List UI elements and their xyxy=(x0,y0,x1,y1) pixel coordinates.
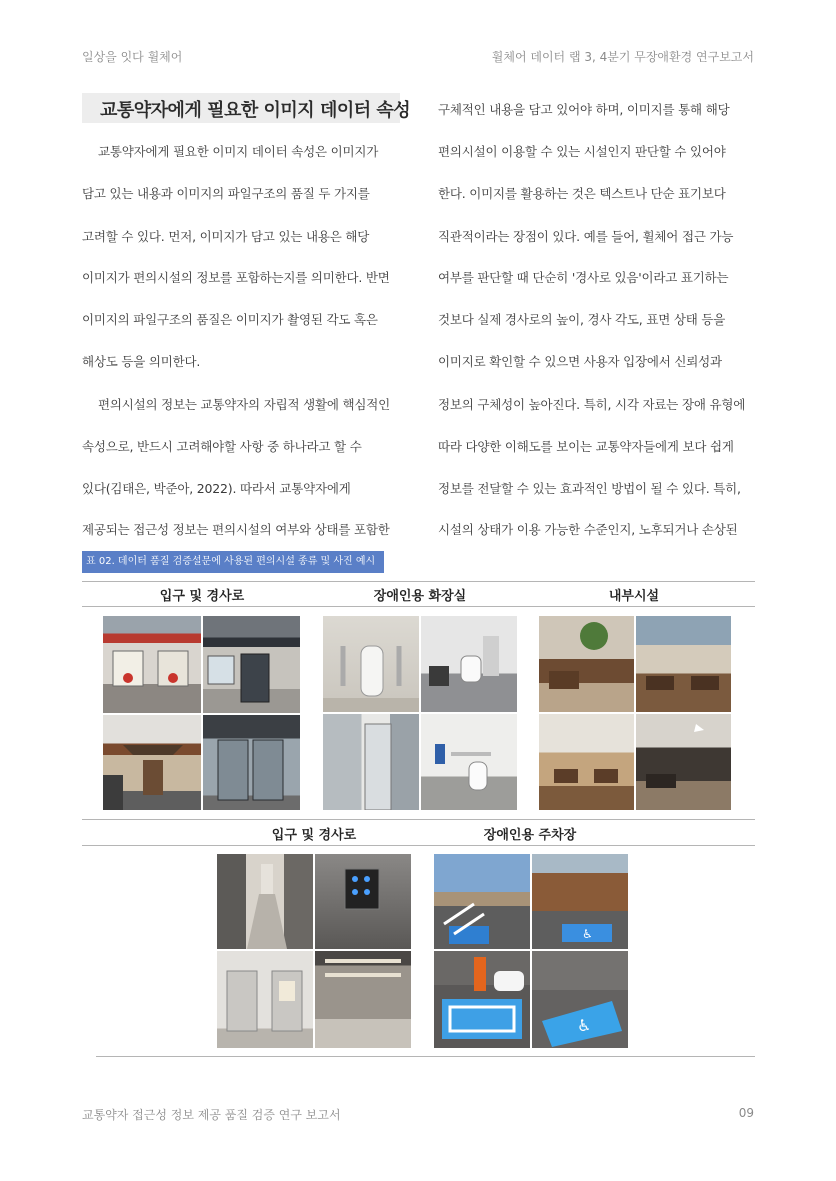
photo-elevator-2 xyxy=(315,854,411,949)
paragraph-line: 있다(김태은, 박준아, 2022). 따라서 교통약자에게 xyxy=(82,481,351,496)
paragraph-line: 담고 있는 내용과 이미지의 파일구조의 품질 두 가지를 xyxy=(82,186,370,201)
paragraph-line: 편의시설의 정보는 교통약자의 자립적 생활에 핵심적인 xyxy=(98,397,390,412)
paragraph-line: 정보의 구체성이 높아진다. 특히, 시각 자료는 장애 유형에 xyxy=(438,397,746,412)
photo-parking-3 xyxy=(434,951,530,1048)
running-header-right: 휠체어 데이터 랩 3, 4분기 무장애환경 연구보고서 xyxy=(491,50,754,64)
photo-elevator-4 xyxy=(315,951,411,1048)
paragraph-line: 이미지의 파일구조의 품질은 이미지가 촬영된 각도 혹은 xyxy=(82,312,378,327)
photo-toilet-1 xyxy=(323,616,419,712)
column-header-parking: 장애인용 주차장 xyxy=(483,828,577,843)
table-rule-top xyxy=(82,581,755,582)
photo-elevator-3 xyxy=(217,951,313,1048)
paragraph-line: 따라 다양한 이해도를 보이는 교통약자들에게 보다 쉽게 xyxy=(438,439,734,454)
paragraph-line: 이미지가 편의시설의 정보를 포함하는지를 의미한다. 반면 xyxy=(82,270,390,285)
column-header-toilet: 장애인용 화장실 xyxy=(373,589,467,604)
photo-toilet-3 xyxy=(323,714,419,810)
paragraph-line: 속성으로, 반드시 고려해야할 사항 중 하나라고 할 수 xyxy=(82,439,362,454)
paragraph-line: 이미지로 확인할 수 있으면 사용자 입장에서 신뢰성과 xyxy=(438,354,722,369)
photo-parking-2 xyxy=(532,854,628,949)
running-header-left: 일상을 잇다 휠체어 xyxy=(82,50,183,64)
paragraph-line: 구체적인 내용을 담고 있어야 하며, 이미지를 통해 해당 xyxy=(438,102,730,117)
photo-entrance-1 xyxy=(103,616,201,713)
photo-toilet-2 xyxy=(421,616,517,712)
paragraph-line: 직관적이라는 장점이 있다. 예를 들어, 휠체어 접근 가능 xyxy=(438,229,734,244)
photo-entrance-2 xyxy=(203,616,300,713)
svg-text:♿: ♿ xyxy=(582,927,593,941)
column-header-entrance: 입구 및 경사로 xyxy=(159,589,245,604)
paragraph-line: 정보를 전달할 수 있는 효과적인 방법이 될 수 있다. 특히, xyxy=(438,481,741,496)
photo-interior-3 xyxy=(539,714,634,810)
paragraph-line: 고려할 수 있다. 먼저, 이미지가 담고 있는 내용은 해당 xyxy=(82,229,370,244)
paragraph-line: 한다. 이미지를 활용하는 것은 텍스트나 단순 표기보다 xyxy=(438,186,726,201)
table-rule-header2 xyxy=(82,845,755,846)
photo-parking-4 xyxy=(532,951,628,1048)
photo-elevator-1 xyxy=(217,854,313,949)
table-rule-bottom xyxy=(96,1056,755,1057)
paragraph-line: 해상도 등을 의미한다. xyxy=(82,354,201,369)
section-title: 교통약자에게 필요한 이미지 데이터 속성 xyxy=(100,100,411,121)
photo-toilet-4 xyxy=(421,714,517,810)
photo-entrance-4 xyxy=(203,715,300,810)
paragraph-line: 시설의 상태가 이용 가능한 수준인지, 노후되거나 손상된 xyxy=(438,522,738,537)
column-header-interior: 내부시설 xyxy=(608,589,660,604)
column-header-entrance-2: 입구 및 경사로 xyxy=(271,828,357,843)
paragraph-line: 여부를 판단할 때 단순히 '경사로 있음'이라고 표기하는 xyxy=(438,270,729,285)
page-number: 09 xyxy=(738,1106,754,1120)
paragraph-line: 것보다 실제 경사로의 높이, 경사 각도, 표면 상태 등을 xyxy=(438,312,726,327)
table-caption: 표 02. 데이터 품질 검증설문에 사용된 편의시설 종류 및 사진 예시 xyxy=(82,551,384,573)
table-rule-header xyxy=(82,606,755,607)
table-rule-middle xyxy=(82,819,755,820)
svg-text:♿: ♿ xyxy=(577,1016,592,1035)
photo-interior-4 xyxy=(636,714,731,810)
paragraph-line: 편의시설이 이용할 수 있는 시설인지 판단할 수 있어야 xyxy=(438,144,726,159)
photo-entrance-3 xyxy=(103,715,201,810)
photo-parking-1 xyxy=(434,854,530,949)
photo-interior-2 xyxy=(636,616,731,712)
paragraph-line: 교통약자에게 필요한 이미지 데이터 속성은 이미지가 xyxy=(98,144,379,159)
photo-interior-1 xyxy=(539,616,634,712)
paragraph-line: 제공되는 접근성 정보는 편의시설의 여부와 상태를 포함한 xyxy=(82,522,390,537)
running-footer: 교통약자 접근성 정보 제공 품질 검증 연구 보고서 xyxy=(82,1108,341,1122)
